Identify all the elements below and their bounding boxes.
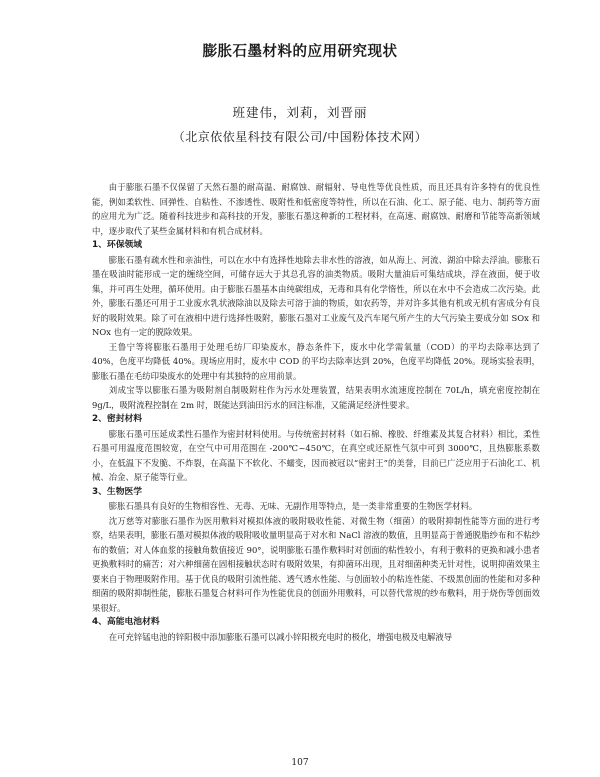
intro-paragraph: 由于膨胀石墨不仅保留了天然石墨的耐高温、耐腐蚀、耐辐射、导电性等优良性质，而且还具有许多特有的优良性能，例如柔软性、回弹性、自粘性、不渗透性、吸附性和低密度等特性，所以在石油、化工、原子能、电力、制药等方面的应用尤为广泛。随着科技进步和高科技的开发，膨胀石墨这种新的工程材料，在高速、耐腐蚀、耐磨和节能等高新领域中，逐步取代了某些金属材料和有机合成材料。 [92, 182, 540, 236]
page-number: 107 [291, 758, 309, 768]
section-2-heading: 2、密封材料 [92, 414, 143, 424]
paper-body [92, 180, 540, 644]
section-1-paragraph-2: 王鲁宁等将膨胀石墨用于处理毛纺厂印染废水，静态条件下，废水中化学需氧量（COD）的平均去除率达到了 40%，色度平均降低 40%。现场应用时，废水中 COD 的平均去除率达到 20%，色度平均降低 20%。现场实验表明，膨胀石墨在毛纺印染废水的处理中有其独特的应用前景。 [92, 341, 540, 381]
paper-authors: 班建伟，刘莉，刘晋丽 [232, 105, 368, 120]
section-1-paragraph-3: 刘成宝等以膨胀石墨为吸附剂自制吸附柱作为污水处理装置，结果表明水流速度控制在 70L/h，填充密度控制在 9g/L，吸附流程控制在 2m 时，既能达到油田污水的回注标准，又能满足经济性要求。 [92, 385, 540, 410]
paper-title: 膨胀石墨材料的应用研究现状 [202, 44, 398, 60]
section-3-paragraph-2: 沈万慈等对膨胀石墨作为医用敷料对模拟体液的吸附吸收性能、对微生物（细菌）的吸附抑制性能等方面的进行考察，结果表明，膨胀石墨对模拟体液的吸附吸收量明显高于对水和 NaCl 溶液的数值，且明显高于普通脱脂纱布和不粘纱布的数值；对人体血浆的接触角数值接近 90°，说明膨胀石墨作敷料时对创面的粘性较小，有利于敷料的更换和减小患者更换敷料时的痛苦；对六种细菌在固相接触状态时有吸附效果，有抑菌环出现，且对细菌种类无针对性，说明抑菌效果主要来自于物理吸附作用。基于优良的吸附引流性能、透气透水性能、与创面较小的粘连性能、不级黑创面的性能和对多种细菌的吸附抑制性能，膨胀石墨复合材料可作为性能优良的创面外用敷料，可以替代常规的纱布敷料，用于烧伤等创面效果很好。 [92, 515, 540, 613]
section-4-paragraph-1: 在可充锌锰电池的锌阳极中添加膨胀石墨可以减小锌阳极充电时的极化，增强电极及电解液导 [108, 631, 453, 642]
section-1-paragraph-1: 膨胀石墨有疏水性和亲油性，可以在水中有选择性地除去非水性的溶液，如从海上、河流、湖泊中除去浮油。膨胀石墨在吸油时能形成一定的缠绕空间，可储存远大于其总孔容的油类物质。吸附大量油后可集结成块，浮在液面，便于收集，并可再生处理，循环使用。由于膨胀石墨基本由纯碳组成，无毒和具有化学惰性，所以在水中不会造成二次污染。此外，膨胀石墨还可用于工业废水乳状液除油以及除去可溶于油的物质，如农药等，并对许多其他有机或无机有害成分有良好的吸附效果。除了可在液相中进行选择性吸附，膨胀石墨对工业废气及汽车尾气所产生的大气污染主要成分如 SOx 和 NOx 也有一定的脱除效果。 [92, 254, 540, 337]
section-2-paragraph-1: 膨胀石墨可压延成柔性石墨作为密封材料使用。与传统密封材料（如石棉、橡胶、纤维素及其复合材料）相比，柔性石墨可用温度范围较宽，在空气中可用范围在 -200℃~450℃，在真空或还原性气氛中可到 3000℃，且热膨胀系数小，在低温下不发脆、不炸裂，在高温下不软化、不蠕变，因而被冠以“密封王”的美誉，目前已广泛应用于石油化工、机械、冶金、原子能等行业。 [92, 428, 540, 482]
section-1-heading: 1、环保领域 [92, 240, 143, 250]
section-3-heading: 3、生物医学 [92, 486, 143, 497]
section-3-paragraph-1: 膨胀石墨具有良好的生物相容性、无毒、无味、无副作用等特点，是一类非常重要的生物医学材料。 [108, 501, 478, 511]
paper-affiliation: （北京依依星科技有限公司/中国粉体技术网） [172, 130, 428, 144]
section-4-heading: 4、高能电池材料 [92, 617, 160, 627]
